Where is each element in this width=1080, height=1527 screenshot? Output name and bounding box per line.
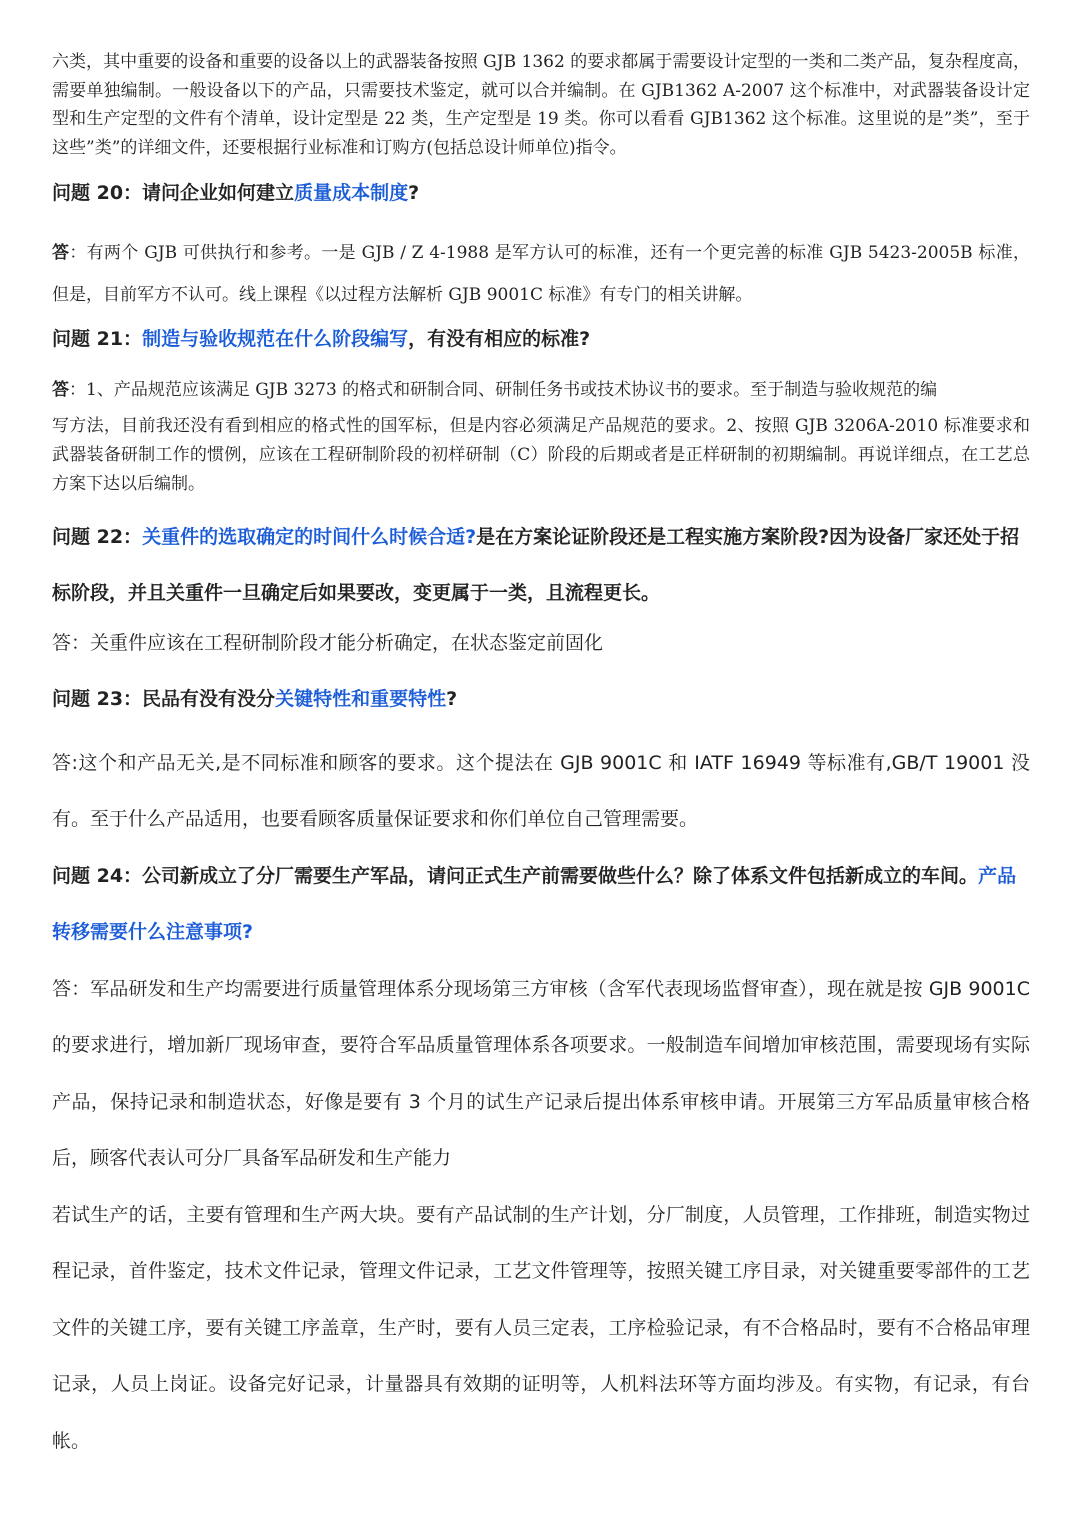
answer-20 xyxy=(52,232,1030,316)
answer-21 xyxy=(52,368,1030,498)
answer-21-label: 答 xyxy=(52,380,69,401)
question-23-prefix: 问题 23：民品有没有没分 xyxy=(52,687,276,710)
question-22 xyxy=(52,509,1030,621)
question-23 xyxy=(52,679,1030,719)
article-body xyxy=(52,48,1030,1469)
question-21-link[interactable]: 制造与验收规范在什么阶段编写 xyxy=(142,328,409,351)
question-24-link[interactable]: 产品转移需要什么注意事项? xyxy=(52,864,1017,944)
question-22-suffix: 是在方案论证阶段还是工程实施方案阶段?因为设备厂家还处于招标阶段，并且关重件一旦确定后如果要改，变更属于一类，且流程更长。 xyxy=(52,525,1020,604)
question-21 xyxy=(52,324,1030,354)
answer-20-label: 答 xyxy=(52,243,70,264)
question-22-link[interactable]: 关重件的选取确定的时间什么时候合适? xyxy=(142,525,477,548)
question-20 xyxy=(52,178,1030,208)
answer-24-continued: 若试生产的话，主要有管理和生产两大块。要有产品试制的生产计划，分厂制度，人员管理，工作排班，制造实物过程记录，首件鉴定，技术文件记录，管理文件记录，工艺文件管理等，按照关键工序目录，对关键重要零部件的工艺文件的关键工序，要有关键工序盖章，生产时，要有人员三定表，工序检验记录，有不合格品时，要有不合格品审理记录，人员上岗证。设备完好记录，计量器具有效期的证明等，人机料法环等方面均涉及。有实物，有记录，有台帐。 xyxy=(52,1203,1030,1452)
answer-21-line1: ：1、产品规范应该满足 GJB 3273 的格式和研制合同、研制任务书或技术协议书的要求。至于制造与验收规范的编 xyxy=(69,380,938,401)
question-24 xyxy=(52,848,1030,961)
answer-20-text: ：有两个 GJB 可供执行和参考。一是 GJB / Z 4-1988 是军方认可的标准，还有一个更完善的标准 GJB 5423-2005B 标准，但是，目前军方不认可。线上课程《以过程方法解析 GJB 9001C 标准》有专门的相关讲解。 xyxy=(52,243,1031,306)
question-20-suffix: ? xyxy=(408,182,420,205)
question-24-prefix: 问题 24：公司新成立了分厂需要生产军品，请问正式生产前需要做些什么？除了体系文件包括新成立的车间。 xyxy=(52,864,979,887)
question-21-prefix: 问题 21： xyxy=(52,328,143,351)
question-20-link[interactable]: 质量成本制度 xyxy=(294,182,409,205)
question-23-link[interactable]: 关键特性和重要特性 xyxy=(275,687,447,710)
answer-21-rest: 写方法，目前我还没有看到相应的格式性的国军标，但是内容必须满足产品规范的要求。2、按照 GJB 3206A-2010 标准要求和武器装备研制工作的惯例，应该在工程研制阶段的初样研制（C）阶段的后期或者是正样研制的初期编制。再说详细点，在工艺总方案下达以后编制。 xyxy=(52,416,1030,494)
answer-24: 答：军品研发和生产均需要进行质量管理体系分现场第三方审核（含军代表现场监督审查），现在就是按 GJB 9001C 的要求进行，增加新厂现场审查，要符合军品质量管理体系各项要求。一般制造车间增加审核范围，需要现场有实际产品，保持记录和制造状态，好像是要有 3 个月的试生产记录后提出体系审核申请。开展第三方军品质量审核合格后，顾客代表认可分厂具备军品研发和生产能力 xyxy=(52,977,1030,1170)
answer-22: 答：关重件应该在工程研制阶段才能分析确定，在状态鉴定前固化 xyxy=(52,631,604,654)
question-21-suffix: ，有没有相应的标准? xyxy=(408,328,591,351)
question-22-prefix: 问题 22： xyxy=(52,525,143,548)
question-23-suffix: ? xyxy=(446,687,458,710)
intro-paragraph: 六类，其中重要的设备和重要的设备以上的武器装备按照 GJB 1362 的要求都属于需要设计定型的一类和二类产品，复杂程度高，需要单独编制。一般设备以下的产品，只需要技术鉴定，就可以合并编制。在 GJB1362 A-2007 这个标准中，对武器装备设计定型和生产定型的文件有个清单，设计定型是 22 类，生产定型是 19 类。你可以看看 GJB1362 这个标准。这里说的是”类”，至于这些”类”的详细文件，还要根据行业标准和订购方(包括总设计师单位)指令。 xyxy=(52,52,1030,158)
answer-23: 答:这个和产品无关,是不同标准和顾客的要求。这个提法在 GJB 9001C 和 IATF 16949 等标准有,GB/T 19001 没有。至于什么产品适用，也要看顾客质量保证要求和你们单位自己管理需要。 xyxy=(52,751,1030,831)
question-20-prefix: 问题 20：请问企业如何建立 xyxy=(52,182,295,205)
answer-21-first-line xyxy=(52,368,1030,412)
